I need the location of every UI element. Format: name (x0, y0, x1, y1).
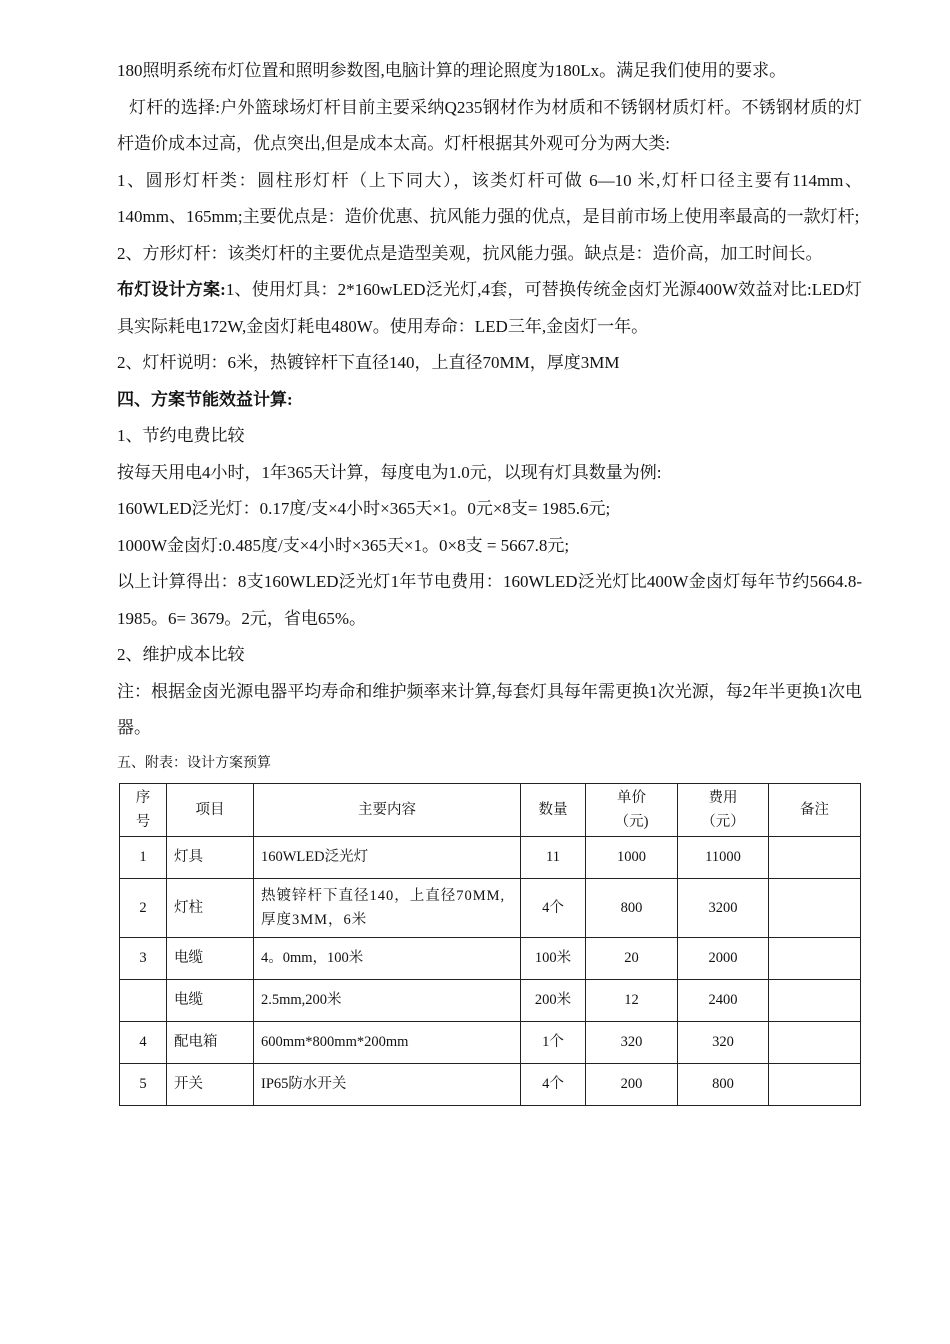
cell-remark (769, 836, 861, 878)
cell-unit-price: 800 (586, 878, 678, 937)
header-quantity: 数量 (521, 783, 586, 836)
cell-remark (769, 937, 861, 979)
cell-no: 1 (120, 836, 167, 878)
section-heading-energy-saving: 四、方案节能效益计算: (117, 389, 293, 409)
paragraph-maintenance-note: 注：根据金卤光源电器平均寿命和维护频率来计算,每套灯具每年需更换1次光源，每2年半更换1次电器。 (117, 681, 862, 737)
header-content: 主要内容 (254, 783, 521, 836)
table-row (120, 979, 861, 1021)
cell-quantity: 200米 (521, 979, 586, 1021)
cell-remark (769, 979, 861, 1021)
table-row (120, 937, 861, 979)
paragraph-square-pole: 2、方形灯杆：该类灯杆的主要优点是造型美观，抗风能力强。缺点是：造价高，加工时间长。 (117, 243, 823, 263)
cell-item: 配电箱 (167, 1021, 254, 1063)
cell-item: 电缆 (167, 979, 254, 1021)
paragraph-pole-selection: 灯杆的选择:户外篮球场灯杆目前主要采纳Q235钢材作为材质和不锈钢材质灯杆。不锈钢材质的灯杆造价成本过高，优点突出,但是成本太高。灯杆根据其外观可分为两大类: (117, 97, 862, 153)
cell-content: IP65防水开关 (254, 1063, 521, 1105)
cell-quantity: 100米 (521, 937, 586, 979)
subheading-electricity-cost: 1、节约电费比较 (117, 426, 245, 445)
cell-remark (769, 1063, 861, 1105)
cell-content: 600mm*800mm*200mm (254, 1021, 521, 1063)
header-cost: 费用 （元） (678, 783, 769, 836)
table-row (120, 1063, 861, 1105)
header-item: 项目 (167, 783, 254, 836)
cell-content: 160WLED泛光灯 (254, 836, 521, 878)
cell-cost: 800 (678, 1063, 769, 1105)
header-no: 序 号 (120, 783, 167, 836)
cell-unit-price: 20 (586, 937, 678, 979)
budget-table (119, 783, 861, 1106)
table-row (120, 836, 861, 878)
cell-unit-price: 320 (586, 1021, 678, 1063)
cell-unit-price: 12 (586, 979, 678, 1021)
cell-item: 灯具 (167, 836, 254, 878)
cell-no: 4 (120, 1021, 167, 1063)
cell-unit-price: 1000 (586, 836, 678, 878)
cell-cost: 2400 (678, 979, 769, 1021)
cell-cost: 11000 (678, 836, 769, 878)
paragraph-calc-led: 160WLED泛光灯：0.17度/支×4小时×365天×1。0元×8支= 1985.6元; (117, 499, 611, 518)
paragraph-calc-metal-halide: 1000W金卤灯:0.485度/支×4小时×365天×1。0×8支 = 5667.8元; (117, 535, 570, 555)
cell-item: 开关 (167, 1063, 254, 1105)
design-plan-heading: 布灯设计方案: (117, 280, 226, 299)
cell-cost: 2000 (678, 937, 769, 979)
paragraph-calc-result: 以上计算得出：8支160WLED泛光灯1年节电费用：160WLED泛光灯比400W金卤灯每年节约5664.8-1985。6= 3679。2元，省电65%。 (117, 572, 862, 628)
cell-no: 3 (120, 937, 167, 979)
cell-quantity: 1个 (521, 1021, 586, 1063)
paragraph-round-pole: 1、圆形灯杆类：圆柱形灯杆（上下同大），该类灯杆可做 6—10 米,灯杆口径主要有114mm、140mm、165mm;主要优点是：造价优惠、抗风能力强的优点，是目前市场上使用率最高的一款灯杆; (117, 170, 862, 226)
cell-remark (769, 1021, 861, 1063)
paragraph-illuminance: 180照明系统布灯位置和照明参数图,电脑计算的理论照度为180Lx。满足我们使用的要求。 (117, 61, 787, 80)
cell-cost: 320 (678, 1021, 769, 1063)
cell-quantity: 11 (521, 836, 586, 878)
header-remark: 备注 (769, 783, 861, 836)
paragraph-calc-intro: 按每天用电4小时，1年365天计算，每度电为1.0元，以现有灯具数量为例: (117, 462, 662, 482)
document-body (117, 53, 862, 1106)
cell-no: 5 (120, 1063, 167, 1105)
cell-item: 灯柱 (167, 878, 254, 937)
table-header-row (120, 783, 861, 836)
cell-content: 热镀锌杆下直径140，上直径70MM,厚度3MM，6米 (254, 878, 521, 937)
cell-item: 电缆 (167, 937, 254, 979)
subheading-maintenance-cost: 2、维护成本比较 (117, 645, 245, 664)
paragraph-pole-spec: 2、灯杆说明：6米，热镀锌杆下直径140，上直径70MM，厚度3MM (117, 353, 620, 372)
table-row (120, 878, 861, 937)
cell-no: 2 (120, 878, 167, 937)
paragraph-design-plan (117, 272, 862, 345)
cell-content: 2.5mm,200米 (254, 979, 521, 1021)
table-row (120, 1021, 861, 1063)
cell-content: 4。0mm，100米 (254, 937, 521, 979)
cell-remark (769, 878, 861, 937)
cell-unit-price: 200 (586, 1063, 678, 1105)
design-plan-text: 1、使用灯具：2*160wLED泛光灯,4套，可替换传统金卤灯光源400W效益对比:LED灯具实际耗电172W,金卤灯耗电480W。使用寿命：LED三年,金卤灯一年。 (117, 280, 862, 336)
header-unit-price: 单价 （元) (586, 783, 678, 836)
cell-no (120, 979, 167, 1021)
cell-cost: 3200 (678, 878, 769, 937)
cell-quantity: 4个 (521, 878, 586, 937)
cell-quantity: 4个 (521, 1063, 586, 1105)
table-caption: 五、附表：设计方案预算 (117, 755, 271, 771)
